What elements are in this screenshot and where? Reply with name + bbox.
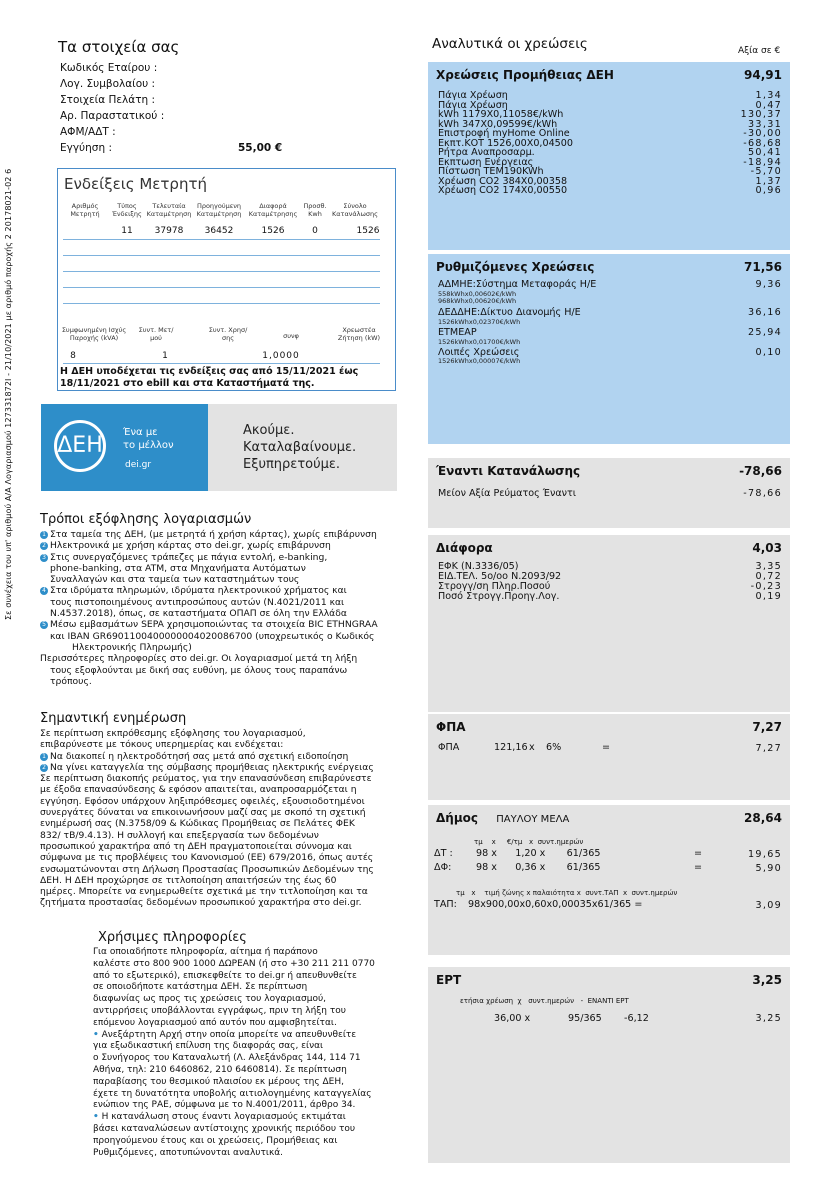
charge-label: Πίστωση ΤΕΜ190KWh: [438, 166, 544, 177]
charge-subdetail: 1526kWhx0,00007€/kWh: [438, 357, 521, 365]
meter-value: 1: [162, 351, 168, 361]
meter-note: Η ΔΕΗ υποδέχεται τις ενδείξεις σας από 15/11/2021 έως 18/11/2021 στο ebill και στα Καταστήματά της.: [60, 366, 359, 389]
dt-calc: 98 x 1,20 x 61/365: [476, 848, 601, 859]
vat-equals: =: [602, 742, 611, 753]
payment-more-info: τρόπους.: [50, 675, 92, 687]
meter-header: Αριθμός Μετρητή: [70, 202, 100, 218]
number-1-icon: 1: [40, 753, 48, 761]
regulated-total: 71,56: [744, 260, 782, 274]
text-line: με έξοδα επανασύνδεσης & εφόσον απαιτείται, αναπροσαρμόζεται η: [40, 784, 357, 796]
text-line: σε οποιοδήποτε κατάστημα ΔΕΗ. Σε περίπτωση: [93, 982, 308, 993]
meter-header: Προσθ. Kwh: [303, 202, 327, 218]
charge-value: 19,65: [748, 849, 782, 860]
meter-header: Προηγούμενη Καταμέτρηση: [196, 202, 242, 218]
charge-label: Λοιπές Χρεώσεις: [438, 347, 520, 358]
payment-item-cont: Συναλλαγών και στα ταμεία των καταστημάτων τους: [50, 574, 300, 586]
text-line: διαφωνίας ως προς τις χρεώσεις του λογαριασμού,: [93, 994, 327, 1005]
text-line: Σε περίπτωση εκπρόθεσμης εξόφλησης του λογαριασμού,: [40, 728, 306, 739]
charge-value: 1,34: [755, 90, 782, 101]
vat-rate: 6%: [546, 742, 562, 753]
text-line: ενημέρωσή σας (Ν.3758/09 & Κώδικας Προμήθειας σε Πελάτες ΦΕΚ: [40, 818, 355, 830]
municipality-name: ΠΑΥΛΟΥ ΜΕΛΑ: [496, 814, 570, 825]
payment-item-cont: Ν.4537.2018), όπως, σε καταστήματα ΟΠΑΠ σε όλη την Ελλάδα: [50, 608, 347, 620]
tagline-line: Ένα με: [123, 427, 158, 438]
banner-site: dei.gr: [125, 460, 152, 470]
useful-title: Χρήσιμες πληροφορίες: [98, 930, 247, 945]
charge-label: Πάγια Χρέωση: [438, 90, 508, 101]
charge-value: 0,72: [755, 571, 782, 582]
text-line: Σε περίπτωση διακοπής ρεύματος, για την επανασύνδεση επιβαρύνεστε: [40, 773, 372, 785]
charge-value: -5,70: [750, 166, 782, 177]
charge-subdetail: 558kWhx0,00602€/kWh: [438, 290, 517, 298]
ert-title: ΕΡΤ: [436, 973, 462, 987]
charge-value: -0,23: [750, 581, 782, 592]
municipality-formula-header: τμ x €/τμ x συντ.ημερών: [474, 838, 584, 846]
payment-item-cont: τους πιστοποιημένους αντιπροσώπους αυτών (Ν.4021/2011 και: [50, 596, 345, 608]
banner-blue-area: [41, 404, 208, 491]
charge-subdetail: 968kWhx0,00620€/kWh: [438, 297, 517, 305]
charge-label: Επιστροφή myHome Online: [438, 128, 570, 139]
customer-title: Τα στοιχεία σας: [58, 38, 180, 56]
charge-label: ΕΦΚ (Ν.3336/05): [438, 561, 519, 572]
guarantee-value: 55,00 €: [238, 142, 283, 154]
df-equals: =: [694, 862, 703, 873]
dei-logo-icon: ΔΕΗ: [54, 420, 106, 472]
reference-line: Σε συνέχεια του υπ' αριθμού Α/Α Λογαριασμού 127331872Ι - 21/10/2021 με αριθμό παροχής 2 20178021-02 6: [4, 168, 13, 620]
meter-header: Σύνολο Κατανάλωσης: [331, 202, 378, 218]
number-2-icon: 2: [40, 764, 48, 772]
supply-title: Χρεώσεις Προμήθειας ΔΕΗ: [436, 68, 614, 82]
text-line: • Ανεξάρτητη Αρχή στην οποία μπορείτε να απευθυνθείτε: [93, 1029, 357, 1040]
slogan-line: Ακούμε.: [243, 423, 295, 438]
divider: [63, 239, 380, 240]
customer-fields: [60, 62, 164, 158]
charge-label: kWh 347X0,09599€/kWh: [438, 118, 558, 130]
field-label: Κωδικός Εταίρου :: [60, 62, 158, 74]
misc-title: Διάφορα: [436, 541, 493, 555]
municipality-title: [436, 811, 569, 825]
dt-label: ΔΤ :: [434, 848, 453, 859]
payment-item: 2 Ηλεκτρονικά με χρήση κάρτας στο dei.gr, χωρίς επιβάρυνση: [40, 540, 420, 551]
banner-tagline: [123, 426, 174, 452]
charge-label: Χρέωση CO2 174X0,00550: [438, 185, 568, 196]
charge-value: 7,27: [755, 743, 782, 754]
meter-value: 36452: [204, 226, 234, 236]
charge-label: Πάγια Χρέωση: [438, 99, 508, 111]
charge-label: Χρέωση CO2 384X0,00358: [438, 175, 568, 187]
tap-formula-header: τμ x τιμή ζώνης x παλαιότητα x συντ.ΤΑΠ x συντ.ημερών: [456, 889, 678, 897]
meter-header: Διαφορά Καταμέτρησης: [248, 202, 298, 218]
text-line: ενσωματώνονται στη Δήλωση Προστασίας Προσωπικών Δεδομένων της: [40, 863, 374, 875]
text-line: καλέστε στο 800 900 1000 ΔΩΡΕΑΝ (ή στο +30 211 211 0770: [93, 958, 375, 969]
charge-label: ΕΤΜΕΑΡ: [438, 327, 477, 338]
number-3-icon: 3: [40, 554, 48, 562]
ert-annual: 36,00 x: [494, 1013, 531, 1024]
vat-base: 121,16: [494, 742, 528, 753]
df-label: ΔΦ:: [434, 862, 452, 873]
bullet-icon: •: [93, 1029, 99, 1040]
text-line: ο Συνήγορος του Καταναλωτή (Λ. Αλεξάνδρας 144, 114 71: [93, 1053, 361, 1064]
bullet-icon: •: [93, 1112, 99, 1123]
charge-label: Ρήτρα Αναπροσαρμ.: [438, 147, 535, 158]
field-label: Λογ. Συμβολαίου :: [60, 78, 156, 90]
ert-formula-header: ετήσια χρέωση χ συντ.ημερών - ΕΝΑΝΤΙ ΕΡΤ: [460, 997, 629, 1005]
charge-value: 0,19: [755, 591, 782, 602]
charge-value: 25,94: [748, 327, 782, 338]
number-2-icon: 2: [40, 542, 48, 550]
meter-readings-box: [57, 168, 396, 391]
dei-banner: [41, 404, 397, 491]
charge-value: -78,66: [743, 488, 782, 499]
charge-label: Εκπτ.ΚΟΤ 1526,00X0,04500: [438, 137, 573, 149]
ert-advance: -6,12: [624, 1013, 649, 1024]
text-line: επιβαρύνεστε με τόκους υπερημερίας και ενδέχεται:: [40, 739, 284, 751]
charge-subdetail: 1526kWhx0,02370€/kWh: [438, 318, 521, 326]
payment-item-cont: phone-banking, στα ATM, στα Μηχανήματα Αυτόματων: [50, 562, 306, 574]
charge-value: -18,94: [743, 156, 782, 168]
ert-total: 3,25: [752, 973, 782, 987]
text-line: παραβίασης του θεσμικού πλαισίου εκ μέρους της ΔΕΗ,: [93, 1076, 344, 1087]
meter-header: Χρεωστέα Ζήτηση (kW): [337, 326, 381, 342]
charge-value: 33,31: [748, 118, 782, 130]
charge-label: Στρογγ/ση Πληρ.Ποσού: [438, 581, 551, 592]
text-line: αντιρρήσεις υποβάλλονται εγγράφως, πριν τη λήξη του: [93, 1005, 346, 1016]
charge-value: 9,36: [755, 279, 782, 290]
number-4-icon: 4: [40, 587, 48, 595]
meter-header: Συντ. Μετ/μού: [138, 326, 174, 342]
charge-value: -30,00: [743, 128, 782, 139]
charge-label: ΔΕΔΔΗΕ:Δίκτυο Διανομής Η/Ε: [438, 307, 581, 318]
text-line: Ρυθμιζόμενες, αποτυπώνονται αναλυτικά.: [93, 1147, 284, 1158]
text-line: βάσει καταναλώσεων αντίστοιχης χρονικής περιόδου του: [93, 1123, 356, 1134]
misc-panel: [428, 535, 790, 712]
banner-slogan: [243, 422, 356, 473]
meter-header: Τελευταία Καταμέτρηση: [146, 202, 192, 218]
meter-value: 37978: [154, 226, 184, 236]
tagline-line: το μέλλον: [123, 440, 174, 451]
charge-value: 3,35: [755, 561, 782, 572]
tap-label: ΤΑΠ:: [434, 899, 457, 910]
text-line: προηγούμενου έτους και οι χρεώσεις, Προμήθειας και: [93, 1135, 338, 1146]
slogan-line: Εξυπηρετούμε.: [243, 457, 341, 472]
regulated-charges-panel: [428, 254, 790, 444]
charge-value: 5,90: [755, 863, 782, 874]
meter-title: Ενδείξεις Μετρητή: [64, 175, 207, 193]
charge-label: Ποσό Στρογγ.Προηγ.Λογ.: [438, 591, 560, 602]
text-line: ενώπιον της ΡΑΕ, σύμφωνα με το Ν.4001/2011, άρθρο 34.: [93, 1100, 356, 1111]
charge-value: 0,10: [755, 347, 782, 358]
meter-header: συνφ: [283, 332, 299, 340]
currency-note: Αξία σε €: [738, 46, 781, 56]
charge-value: 130,37: [740, 109, 782, 120]
payment-item: 5 Μέσω εμβασμάτων SEPA χρησιμοποιώντας τα στοιχεία BIC ETHNGRAA: [40, 619, 420, 630]
text-line: Για οποιαδήποτε πληροφορία, αίτημα ή παράπονο: [93, 947, 318, 957]
payment-more-info: τους εξοφλούνται με δική σας ευθύνη, με όλους τους παραπάνω: [50, 664, 348, 676]
municipality-label: Δήμος: [436, 811, 479, 825]
tap-calc: 98x900,00x0,60x0,00035x61/365 =: [468, 899, 643, 910]
vat-title: ΦΠΑ: [436, 720, 466, 734]
field-label: Εγγύηση :: [60, 142, 112, 154]
meter-header: Συντ. Χρησ/σης: [208, 326, 248, 342]
charge-label: ΑΔΜΗΕ:Σύστημα Μεταφοράς Η/Ε: [438, 279, 597, 290]
charge-label: Μείον Αξία Ρεύματος Έναντι: [438, 488, 577, 499]
regulated-title: Ρυθμιζόμενες Χρεώσεις: [436, 260, 595, 274]
charge-value: 3,25: [755, 1013, 782, 1024]
charge-value: 50,41: [748, 147, 782, 158]
number-1-icon: 1: [40, 531, 48, 539]
charge-label: kWh 1179X0,11058€/kWh: [438, 109, 564, 120]
supply-total: 94,91: [744, 68, 782, 82]
vat-label: ΦΠΑ: [438, 742, 460, 753]
divider: [63, 255, 380, 256]
ert-panel: [428, 967, 790, 1163]
text-line: συνεργάτες δύναται να επικοινωνήσουν μαζί σας με σκοπό τη σχετική: [40, 807, 366, 819]
charge-value: 1,37: [755, 175, 782, 187]
charge-label: Εκπτωση Ενέργειας: [438, 156, 534, 168]
ert-days: 95/365: [568, 1013, 602, 1024]
important-text: [40, 728, 425, 909]
meter-value: 11: [121, 226, 133, 236]
important-title: Σημαντική ενημέρωση: [40, 711, 187, 726]
meter-value: 1526: [356, 226, 380, 236]
text-line: ημέρες. Μπορείτε να ενημερωθείτε σχετικά με την τιτλοποίηση και τα: [40, 886, 368, 898]
payment-item: 3 Στις συνεργαζόμενες τράπεζες με πάγια εντολή, e-banking,: [40, 552, 420, 563]
text-line: 2 Να γίνει καταγγελία της σύμβασης προμήθειας ηλεκτρικής ενέργειας: [40, 762, 425, 773]
field-label: Αρ. Παραστατικού :: [60, 110, 165, 122]
vat-panel: [428, 714, 790, 800]
charge-value: 36,16: [748, 307, 782, 318]
charge-label: ΕΙΔ.ΤΕΛ. 5ο/οο Ν.2093/92: [438, 571, 562, 582]
text-line: 832/ τΒ/9.4.13). Η συλλογή και επεξεργασία των δεδομένων: [40, 829, 319, 841]
payment-item-cont: Ηλεκτρονικής Πληρωμής): [72, 641, 192, 653]
charges-title: Αναλυτικά οι χρεώσεις: [432, 36, 588, 52]
payment-item: 1 Στα ταμεία της ΔΕΗ, (με μετρητά ή χρήση κάρτας), χωρίς επιβάρυνση: [40, 529, 420, 540]
charge-subdetail: 1526kWhx0,01700€/kWh: [438, 338, 521, 346]
meter-value: 0: [312, 226, 318, 236]
consumption-panel: [428, 458, 790, 528]
text-line: ΔΕΗ. Η ΔΕΗ προχώρησε σε τιτλοποίηση απαιτήσεών της έως 60: [40, 874, 337, 886]
vat-times: x: [529, 742, 535, 753]
slogan-line: Καταλαβαίνουμε.: [243, 440, 357, 455]
divider: [63, 363, 380, 364]
charge-value: 3,09: [755, 900, 782, 911]
payment-more-info: Περισσότερες πληροφορίες στο dei.gr. Οι λογαριασμοί μετά τη λήξη: [40, 653, 358, 665]
charge-value: -68,68: [743, 137, 782, 149]
payment-item: 4 Στα ιδρύματα πληρωμών, ιδρύματα ηλεκτρονικού χρήματος και: [40, 585, 420, 596]
field-label: Στοιχεία Πελάτη :: [60, 94, 156, 106]
municipality-total: 28,64: [744, 811, 782, 825]
vat-total: 7,27: [752, 720, 782, 734]
supply-charges-panel: [428, 62, 790, 250]
meter-header: Τύπος Ένδειξης: [112, 202, 142, 218]
text-line: εγγύηση. Εφόσον υπάρχουν ληξιπρόθεσμες οφειλές, εξουσιοδοτημένοι: [40, 795, 365, 807]
text-line: από το εξωτερικό), επισκεφθείτε το dei.gr ή απευθυνθείτε: [93, 970, 357, 981]
text-line: για εξωδικαστική επίλυση της διαφοράς σας, είναι: [93, 1041, 324, 1052]
divider: [63, 271, 380, 272]
divider: [63, 303, 380, 304]
municipality-panel: [428, 805, 790, 955]
vertical-reference-text: [4, 60, 34, 620]
text-line: προσωπικού χαρακτήρα από τη ΔΕΗ πραγματοποιείται σύννομα και: [40, 840, 352, 852]
useful-text: [93, 947, 423, 1159]
number-5-icon: 5: [40, 621, 48, 629]
meter-value: 1,0000: [262, 351, 300, 361]
text-line: ζητήματα προστασίας δεδομένων προσωπικού χαρακτήρα στο dei.gr.: [40, 897, 362, 909]
text-line: • Η κατανάλωση στους έναντι λογαριασμούς εκτιμάται: [93, 1112, 346, 1123]
misc-total: 4,03: [752, 541, 782, 555]
payment-title: Τρόποι εξόφλησης λογαριασμών: [40, 512, 252, 527]
field-label: ΑΦΜ/ΑΔΤ :: [60, 126, 116, 138]
text-line: Αθήνα, τηλ: 210 6460862, 210 6460814). Σε περίπτωση: [93, 1064, 347, 1075]
meter-value: 1526: [261, 226, 285, 236]
text-line: 1 Να διακοπεί η ηλεκτροδότησή σας μετά από σχετική ειδοποίηση: [40, 751, 425, 762]
divider: [63, 287, 380, 288]
consumption-title: Έναντι Κατανάλωσης: [436, 464, 581, 478]
meter-header: Συμφωνημένη Ισχύς Παροχής (kVA): [61, 326, 127, 342]
dt-equals: =: [694, 848, 703, 859]
consumption-total: -78,66: [739, 464, 782, 478]
payment-list: [40, 529, 420, 687]
charge-value: 0,96: [755, 185, 782, 196]
text-line: επόμενου λογαριασμού από αυτόν που αμφισβητείται.: [93, 1017, 337, 1028]
text-line: έχετε τη δυνατότητα υποβολής αιτιολογημένης καταγγελίας: [93, 1088, 372, 1099]
payment-item-cont: και IBAN GR6901100400000004020086700 (υποχρεωτικός ο Κωδικός: [50, 630, 375, 642]
meter-value: 8: [70, 351, 76, 361]
text-line: σύμφωνα με τις προβλέψεις του Κανονισμού (ΕΕ) 679/2016, όπως αυτές: [40, 852, 374, 864]
df-calc: 98 x 0,36 x 61/365: [476, 862, 601, 873]
charge-value: 0,47: [755, 99, 782, 111]
